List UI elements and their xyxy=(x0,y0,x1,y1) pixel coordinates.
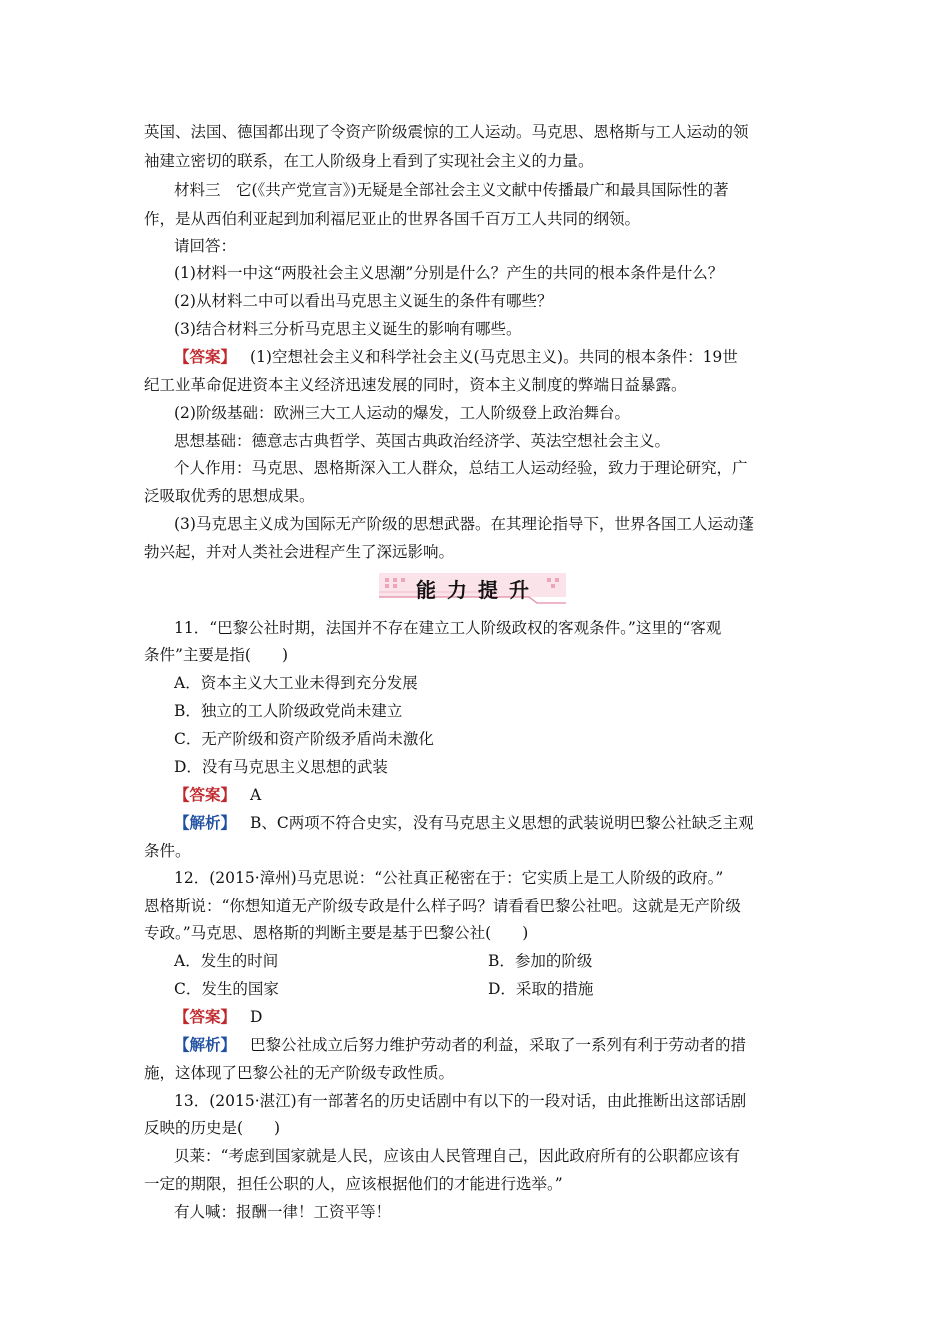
q11-analysis-line2: 条件。 xyxy=(144,842,191,860)
q11-stem-line2: 条件”主要是指( ) xyxy=(144,646,289,664)
q11-stem-line1: 11．“巴黎公社时期，法国并不存在建立工人阶级政权的客观条件。”这里的“客观 xyxy=(174,619,722,637)
q11-analysis-line1 xyxy=(174,813,809,833)
answer-tag: 【答案】 xyxy=(174,347,237,366)
q11-option-d: D．没有马克思主义思想的武装 xyxy=(174,758,388,776)
q12-stem-line2: 恩格斯说：“你想知道无产阶级专政是什么样子吗？请看看巴黎公社吧。这就是无产阶级 xyxy=(144,897,741,915)
q12-answer xyxy=(174,1007,809,1027)
question-2: (2)从材料二中可以看出马克思主义诞生的条件有哪些？ xyxy=(174,292,553,310)
q12-option-d: D．采取的措施 xyxy=(488,980,594,998)
answer10-text: (1)空想社会主义和科学社会主义(马克思主义)。共同的根本条件：19世 xyxy=(250,348,738,366)
q12-option-b: B．参加的阶级 xyxy=(488,952,593,970)
q11-analysis-text: B、C两项不符合史实，没有马克思主义思想的武装说明巴黎公社缺乏主观 xyxy=(250,814,754,832)
q11-answer xyxy=(174,785,809,805)
q12-stem-line1: 12．(2015·漳州)马克思说：“公社真正秘密在于：它实质上是工人阶级的政府。” xyxy=(174,869,724,887)
answer10-thought-basis: 思想基础：德意志古典哲学、英国古典政治经济学、英法空想社会主义。 xyxy=(174,432,671,450)
material2-line1: 英国、法国、德国都出现了令资产阶级震惊的工人运动。马克思、恩格斯与工人运动的领 xyxy=(144,123,749,141)
q13-quote-line3: 有人喊：报酬一律！工资平等！ xyxy=(174,1203,392,1221)
answer10-class-basis: (2)阶级基础：欧洲三大工人运动的爆发，工人阶级登上政治舞台。 xyxy=(174,404,630,422)
question-1: (1)材料一中这“两股社会主义思潮”分别是什么？产生的共同的根本条件是什么？ xyxy=(174,264,724,282)
answer10-personal-line1: 个人作用：马克思、恩格斯深入工人群众，总结工人运动经验，致力于理论研究，广 xyxy=(174,459,748,477)
q12-stem-line3: 专政。”马克思、恩格斯的判断主要是基于巴黎公社( ) xyxy=(144,924,529,942)
answer10-impact-line1: (3)马克思主义成为国际无产阶级的思想武器。在其理论指导下，世界各国工人运动蓬 xyxy=(174,515,754,533)
q12-option-a: A．发生的时间 xyxy=(174,952,279,970)
q12-answer-value: D xyxy=(250,1008,263,1026)
answer10-personal-line2: 泛吸取优秀的思想成果。 xyxy=(144,487,315,505)
q11-option-a: A．资本主义大工业未得到充分发展 xyxy=(174,674,418,692)
analysis-tag: 【解析】 xyxy=(174,1035,237,1054)
prompt-text: 请回答： xyxy=(174,237,237,255)
q12-analysis-text: 巴黎公社成立后努力维护劳动者的利益，采取了一系列有利于劳动者的措 xyxy=(250,1036,747,1054)
q13-quote-line2: 一定的期限，担任公职的人，应该根据他们的才能进行选举。” xyxy=(144,1175,563,1193)
q13-stem-line2: 反映的历史是( ) xyxy=(144,1119,281,1137)
section-banner xyxy=(379,570,566,604)
question-3: (3)结合材料三分析马克思主义诞生的影响有哪些。 xyxy=(174,320,522,338)
q12-options-row1 xyxy=(174,951,809,971)
q12-analysis-line1 xyxy=(174,1035,809,1055)
answer-tag: 【答案】 xyxy=(174,1007,237,1026)
q13-stem-line1: 13．(2015·湛江)有一部著名的历史话剧中有以下的一段对话，由此推断出这部话剧 xyxy=(174,1092,747,1110)
answer10-line2: 纪工业革命促进资本主义经济迅速发展的同时，资本主义制度的弊端日益暴露。 xyxy=(144,376,687,394)
q13-quote-line1: 贝莱：“考虑到国家就是人民，应该由人民管理自己，因此政府所有的公职都应该有 xyxy=(174,1147,740,1165)
material3-line2: 作，是从西伯利亚起到加利福尼亚止的世界各国千百万工人共同的纲领。 xyxy=(144,210,641,228)
answer-tag: 【答案】 xyxy=(174,785,237,804)
q11-option-c: C．无产阶级和资产阶级矛盾尚未激化 xyxy=(174,730,434,748)
analysis-tag: 【解析】 xyxy=(174,813,237,832)
answer10-impact-line2: 勃兴起，并对人类社会进程产生了深远影响。 xyxy=(144,543,455,561)
q12-analysis-line2: 施，这体现了巴黎公社的无产阶级专政性质。 xyxy=(144,1064,455,1082)
q11-answer-value: A xyxy=(250,786,262,804)
q12-options-row2 xyxy=(174,979,809,999)
material2-line2: 袖建立密切的联系，在工人阶级身上看到了实现社会主义的力量。 xyxy=(144,152,594,170)
answer10-line1 xyxy=(174,347,809,367)
q11-option-b: B．独立的工人阶级政党尚未建立 xyxy=(174,702,403,720)
section-title: 能力提升 xyxy=(416,578,540,602)
material3-line1: 材料三 它(《共产党宣言》)无疑是全部社会主义文献中传播最广和最具国际性的著 xyxy=(174,181,729,199)
q12-option-c: C．发生的国家 xyxy=(174,980,279,998)
